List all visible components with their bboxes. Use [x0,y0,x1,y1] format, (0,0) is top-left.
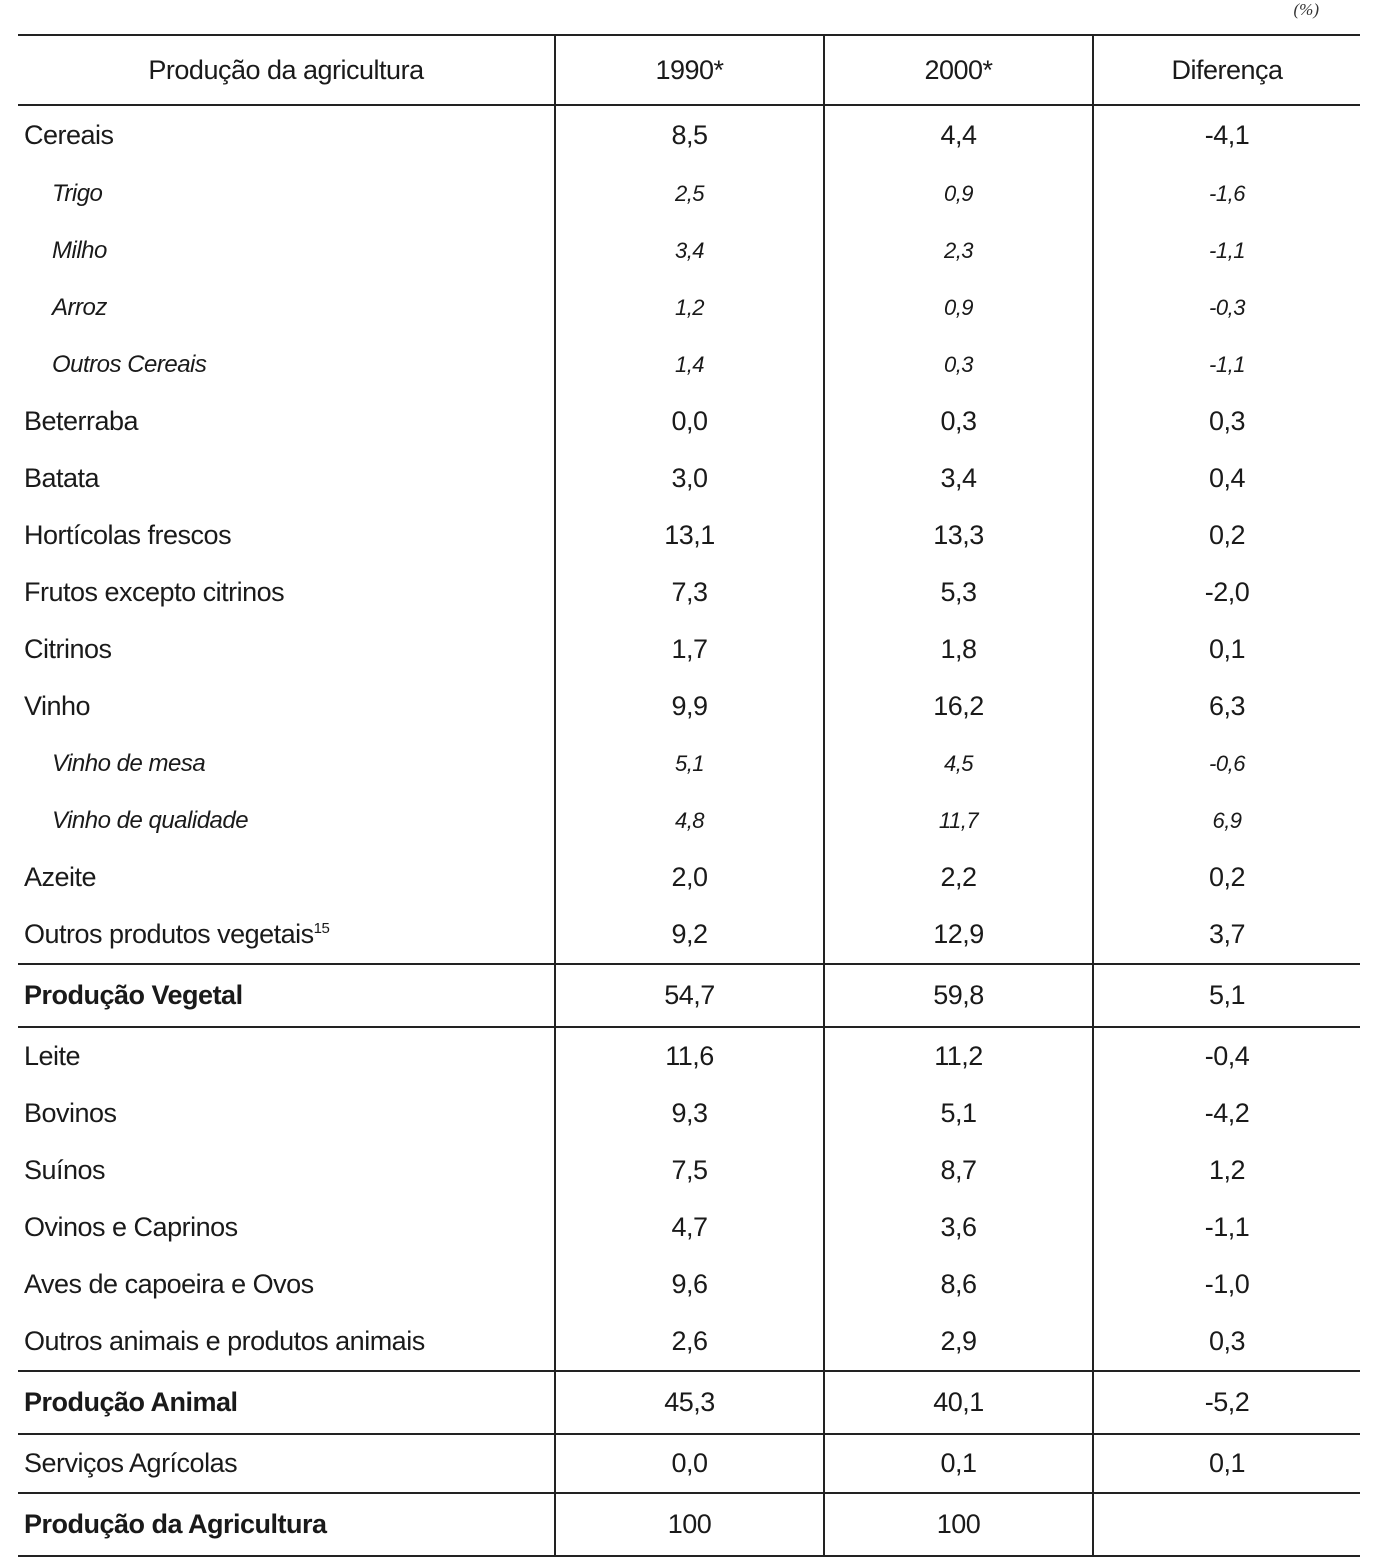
row-label: Cereais [24,120,114,150]
value-2000: 0,3 [824,336,1093,393]
value-2000: 1,8 [824,621,1093,678]
table-row [18,507,1360,564]
subtotal-row [18,1371,1360,1434]
value-difference: -0,3 [1093,279,1360,336]
value-2000: 3,6 [824,1199,1093,1256]
value-2000: 100 [824,1493,1093,1556]
value-2000: 4,4 [824,105,1093,165]
value-1990: 0,0 [555,393,824,450]
table-row [18,849,1360,906]
row-label: Suínos [24,1155,106,1185]
table-row [18,450,1360,507]
row-label: Vinho de mesa [52,749,206,777]
row-label [18,906,555,964]
value-1990: 13,1 [555,507,824,564]
table-row [18,621,1360,678]
value-difference [1093,1493,1360,1556]
value-1990: 5,1 [555,735,824,792]
value-2000: 5,3 [824,564,1093,621]
value-difference: -0,6 [1093,735,1360,792]
value-2000: 3,4 [824,450,1093,507]
value-difference: -1,6 [1093,165,1360,222]
row-label: Produção Animal [18,1371,555,1434]
table-row [18,222,1360,279]
value-2000: 59,8 [824,964,1093,1027]
value-1990: 2,0 [555,849,824,906]
header-row [18,35,1360,105]
table-row [18,1256,1360,1313]
table-row [18,279,1360,336]
table-row [18,678,1360,735]
value-2000: 0,1 [824,1434,1093,1493]
value-1990: 9,6 [555,1256,824,1313]
value-difference: 0,3 [1093,393,1360,450]
row-label: Produção Vegetal [18,964,555,1027]
value-1990: 4,8 [555,792,824,849]
value-1990: 7,5 [555,1142,824,1199]
value-1990: 54,7 [555,964,824,1027]
column-header-1990: 1990* [555,35,824,105]
value-1990: 1,2 [555,279,824,336]
value-difference: -4,1 [1093,105,1360,165]
row-label: Trigo [52,179,103,207]
value-2000: 5,1 [824,1085,1093,1142]
table-row [18,1199,1360,1256]
value-difference: -0,4 [1093,1027,1360,1085]
row-label: Frutos excepto citrinos [24,577,285,607]
table-row [18,1313,1360,1371]
value-2000: 8,7 [824,1142,1093,1199]
value-1990: 11,6 [555,1027,824,1085]
row-label: Bovinos [24,1098,117,1128]
footnote-marker: 15 [313,920,330,937]
value-1990: 9,3 [555,1085,824,1142]
value-2000: 11,2 [824,1027,1093,1085]
value-2000: 4,5 [824,735,1093,792]
row-label: Beterraba [24,406,139,436]
value-1990: 7,3 [555,564,824,621]
row-label: Outros Cereais [52,350,207,378]
column-header-2000: 2000* [824,35,1093,105]
table-row [18,336,1360,393]
agriculture-production-table [18,34,1360,1557]
row-label: Aves de capoeira e Ovos [24,1269,314,1299]
value-2000: 13,3 [824,507,1093,564]
row-label: Ovinos e Caprinos [24,1212,238,1242]
value-difference: -1,1 [1093,222,1360,279]
subtotal-row [18,964,1360,1027]
value-2000: 11,7 [824,792,1093,849]
value-1990: 3,0 [555,450,824,507]
value-1990: 4,7 [555,1199,824,1256]
value-1990: 100 [555,1493,824,1556]
row-label: Batata [24,463,100,493]
table-row [18,165,1360,222]
value-difference: 3,7 [1093,906,1360,964]
table-row [18,1434,1360,1493]
row-label: Citrinos [24,634,112,664]
value-difference: 0,1 [1093,621,1360,678]
value-difference: -1,0 [1093,1256,1360,1313]
table-row [18,735,1360,792]
unit-label: (%) [1293,0,1319,19]
value-difference: 5,1 [1093,964,1360,1027]
value-difference: -4,2 [1093,1085,1360,1142]
column-header-product: Produção da agricultura [18,35,555,105]
value-2000: 0,9 [824,165,1093,222]
value-difference: -5,2 [1093,1371,1360,1434]
value-1990: 9,9 [555,678,824,735]
table-row [18,393,1360,450]
row-label: Leite [18,1027,555,1085]
value-difference: -2,0 [1093,564,1360,621]
row-label: Outros animais e produtos animais [24,1326,425,1356]
value-1990: 9,2 [555,906,824,964]
table-row [18,564,1360,621]
row-label: Arroz [52,293,107,321]
value-1990: 3,4 [555,222,824,279]
value-difference: -1,1 [1093,1199,1360,1256]
table-row [18,1085,1360,1142]
value-1990: 0,0 [555,1434,824,1493]
row-label: Vinho [24,691,91,721]
value-difference: 0,2 [1093,507,1360,564]
value-1990: 1,4 [555,336,824,393]
row-label: Serviços Agrícolas [18,1434,555,1493]
value-difference: 0,2 [1093,849,1360,906]
value-2000: 40,1 [824,1371,1093,1434]
value-2000: 12,9 [824,906,1093,964]
value-1990: 8,5 [555,105,824,165]
table-row [18,1142,1360,1199]
table-row [18,792,1360,849]
value-2000: 2,2 [824,849,1093,906]
value-2000: 0,3 [824,393,1093,450]
row-label: Produção da Agricultura [18,1493,555,1556]
value-difference: 0,4 [1093,450,1360,507]
table-row [18,1027,1360,1085]
value-1990: 45,3 [555,1371,824,1434]
value-difference: 1,2 [1093,1142,1360,1199]
row-label: Azeite [24,862,97,892]
value-difference: -1,1 [1093,336,1360,393]
row-label-text: Outros produtos vegetais [24,919,314,949]
table-row [18,906,1360,964]
column-header-difference: Diferença [1093,35,1360,105]
row-label: Vinho de qualidade [52,806,249,834]
value-2000: 2,3 [824,222,1093,279]
value-2000: 16,2 [824,678,1093,735]
value-difference: 0,1 [1093,1434,1360,1493]
value-2000: 0,9 [824,279,1093,336]
value-difference: 6,9 [1093,792,1360,849]
table-row [18,105,1360,165]
value-1990: 2,5 [555,165,824,222]
value-2000: 2,9 [824,1313,1093,1371]
row-label: Milho [52,236,107,264]
value-1990: 2,6 [555,1313,824,1371]
value-2000: 8,6 [824,1256,1093,1313]
value-difference: 0,3 [1093,1313,1360,1371]
grand-total-row [18,1493,1360,1556]
value-difference: 6,3 [1093,678,1360,735]
value-1990: 1,7 [555,621,824,678]
row-label: Hortícolas frescos [24,520,232,550]
